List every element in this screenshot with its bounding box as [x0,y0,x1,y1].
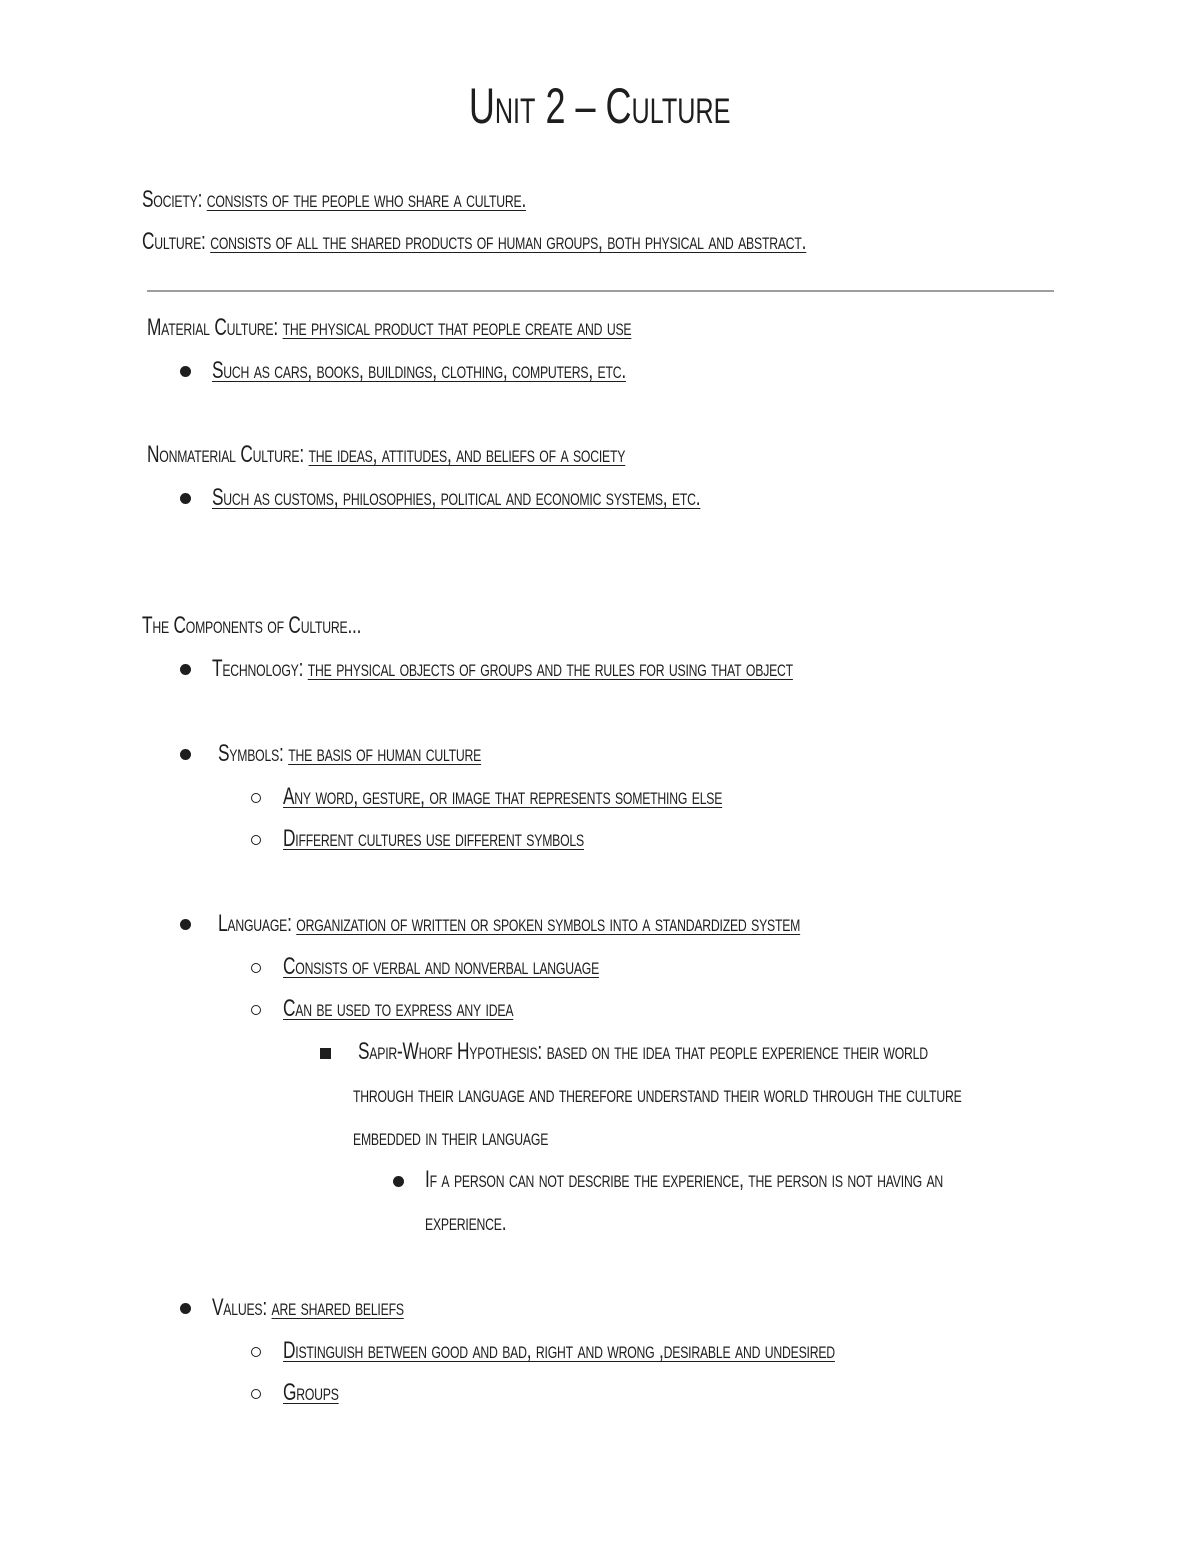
technology-def: the physical objects of groups and the rules for using that object [307,655,793,682]
sapir-whorf-line-3: embedded in their language [353,1124,549,1151]
symbols-item [218,739,481,769]
symbols-sub-item: Any word, gesture, or image that represents something else [283,783,723,810]
values-sub-item: Groups [283,1379,339,1406]
nonmaterial-def: the ideas, attitudes, and beliefs of a society [308,441,626,468]
bullet-circle-icon [251,1005,261,1015]
bullet-disc-icon [180,749,191,760]
culture-def: consists of all the shared products of human groups, both physical and abstract. [210,228,807,255]
society-definition [142,185,526,215]
bullet-disc-icon [180,366,191,377]
material-def: the physical product that people create and use [282,314,632,341]
symbols-sub-item: Different cultures use different symbols [283,825,584,852]
bullet-disc-icon [393,1176,404,1187]
technology-term: Technology: [212,655,308,682]
bullet-circle-icon [251,1389,261,1399]
nonmaterial-example: Such as customs, philosophies, political and economic systems, etc. [212,484,701,511]
values-sub-item: Distinguish between good and bad, right and wrong ,desirable and undesired [283,1337,835,1364]
sapir-whorf-line-1: Sapir-Whorf Hypothesis: based on the idea that people experience their world [358,1038,928,1065]
technology-item [212,654,793,684]
components-heading: The Components of Culture... [142,612,362,639]
symbols-def: the basis of human culture [288,740,482,767]
sapir-whorf-line-2: through their language and therefore understand their world through the culture [353,1081,962,1108]
nonmaterial-term: Nonmaterial Culture: [147,441,309,468]
society-def: consists of the people who share a culture. [206,186,527,213]
horizontal-divider [147,290,1054,292]
language-sub-item: Consists of verbal and nonverbal language [283,953,600,980]
bullet-circle-icon [251,835,261,845]
culture-term: Culture: [142,228,211,255]
bullet-circle-icon [251,1347,261,1357]
language-term: Language: [218,910,297,937]
bullet-disc-icon [180,919,191,930]
bullet-disc-icon [180,664,191,675]
values-term: Values: [212,1294,272,1321]
nonmaterial-culture-definition [147,440,625,470]
bullet-circle-icon [251,793,261,803]
material-term: Material Culture: [147,314,283,341]
bullet-disc-icon [180,493,191,504]
material-culture-definition [147,313,631,343]
values-item [212,1293,404,1323]
bullet-disc-icon [180,1303,191,1314]
language-def: organization of written or spoken symbols into a standardized system [296,910,801,937]
language-sub-item: Can be used to express any idea [283,995,514,1022]
values-def: are shared beliefs [271,1294,404,1321]
society-term: Society: [142,186,207,213]
culture-definition [142,227,806,257]
bullet-square-icon [320,1048,331,1059]
sapir-whorf-example-line-1: If a person can not describe the experience, the person is not having an [425,1166,944,1193]
bullet-circle-icon [251,963,261,973]
material-example: Such as cars, books, buildings, clothing, computers, etc. [212,357,626,384]
symbols-term: Symbols: [218,740,289,767]
page-title: Unit 2 – Culture [469,78,731,134]
language-item [218,909,800,939]
sapir-whorf-example-line-2: experience. [425,1209,507,1236]
sapir-whorf-term: Sapir-Whorf Hypothesis: [358,1038,547,1065]
